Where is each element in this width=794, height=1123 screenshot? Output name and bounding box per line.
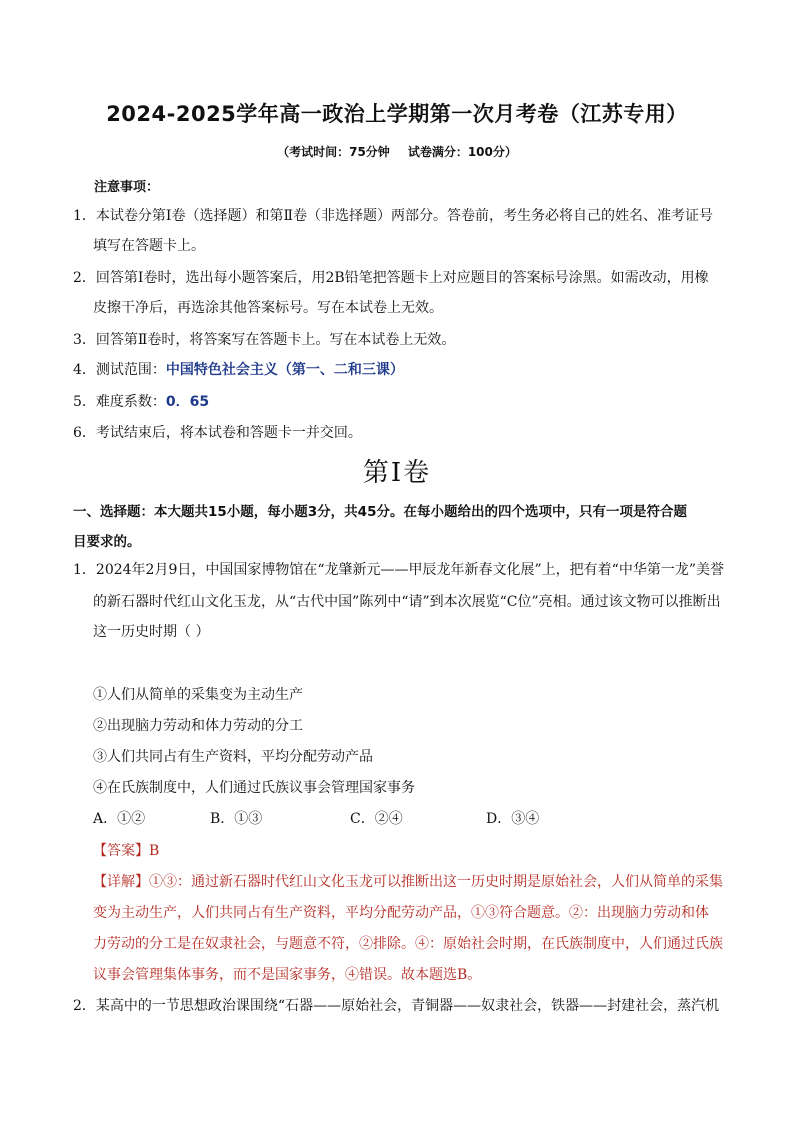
notice-number: 1． xyxy=(73,208,96,224)
notice-4 xyxy=(73,360,404,380)
question-number: 2． xyxy=(73,998,96,1014)
detail-tag: 【详解】 xyxy=(93,874,149,890)
notice-6 xyxy=(73,423,362,443)
question-1-stem xyxy=(73,560,724,580)
question-1-stem-cont: 这一历史时期（ ） xyxy=(93,624,210,640)
notice-text: 考试结束后，将本试卷和答题卡一并交回。 xyxy=(95,425,362,441)
answer-value: B xyxy=(149,843,160,859)
question-1-stem-cont: 的新石器时代红山文化玉龙，从“古代中国”陈列中“请”到本次展览“C位”亮相。通过该文物可以推断出 xyxy=(93,594,721,610)
question-text: 某高中的一节思想政治课围绕“石器——原始社会，青铜器——奴隶社会，铁器——封建社会，蒸汽机 xyxy=(95,998,720,1014)
notice-label: 测试范围： xyxy=(95,362,166,378)
page-title: 2024-2025学年高一政治上学期第一次月考卷（江苏专用） xyxy=(106,102,688,126)
notice-number: 3． xyxy=(73,332,96,348)
notice-1-cont: 填写在答题卡上。 xyxy=(93,238,205,254)
detail-cont: 变为主动生产，人们共同占有生产资料，平均分配劳动产品，①③符合题意。②：出现脑力劳动和体 xyxy=(93,905,709,921)
option-c: C．②④ xyxy=(350,811,403,827)
exam-score: 试卷满分：100分） xyxy=(407,145,517,159)
notice-text: 本试卷分第Ⅰ卷（选择题）和第Ⅱ卷（非选择题）两部分。答卷前，考生务必将自己的姓名、准考证号 xyxy=(95,208,713,224)
notice-2-cont: 皮擦干净后，再选涂其他答案标号。写在本试卷上无效。 xyxy=(93,300,443,316)
notice-2 xyxy=(73,268,709,288)
exam-time: （考试时间：75分钟 xyxy=(277,145,390,159)
section-heading-cont: 目要求的。 xyxy=(73,534,141,550)
test-scope: 中国特色社会主义（第一、二和三课） xyxy=(165,362,404,378)
notice-heading: 注意事项： xyxy=(94,180,160,195)
notice-label: 难度系数： xyxy=(95,394,166,410)
notice-1 xyxy=(73,206,713,226)
detail-cont: 议事会管理集体事务，而不是国家事务，④错误。故本题选B。 xyxy=(93,967,482,983)
notice-text: 回答第Ⅰ卷时，选出每小题答案后，用2B铅笔把答题卡上对应题目的答案标号涂黑。如需改动，用橡 xyxy=(95,270,709,286)
notice-3 xyxy=(73,330,455,350)
answer-tag: 【答案】 xyxy=(93,843,149,859)
notice-5 xyxy=(73,392,209,412)
notice-number: 4． xyxy=(73,362,96,378)
question-2-stem xyxy=(73,996,719,1016)
question-number: 1． xyxy=(73,562,96,578)
exam-info xyxy=(0,143,794,160)
question-text: 2024年2月9日，中国国家博物馆在“龙肇新元——甲辰龙年新春文化展”上，把有着“中华第一龙”美誉 xyxy=(95,562,724,578)
option-b: B．①③ xyxy=(210,811,263,827)
option-a: A．①② xyxy=(93,811,146,827)
difficulty-value: 0．65 xyxy=(165,394,210,410)
detail-text: ①③：通过新石器时代红山文化玉龙可以推断出这一历史时期是原始社会，人们从简单的采集 xyxy=(149,874,723,890)
notice-number: 2． xyxy=(73,270,96,286)
volume-title: 第Ⅰ卷 xyxy=(362,458,432,488)
answer-line xyxy=(93,841,159,861)
notice-text: 回答第Ⅱ卷时，将答案写在答题卡上。写在本试卷上无效。 xyxy=(95,332,456,348)
detail-cont: 力劳动的分工是在奴隶社会，与题意不符，②排除。④：原始社会时期，在氏族制度中，人们通过氏族 xyxy=(93,936,723,952)
detail-line xyxy=(93,872,723,892)
section-heading: 一、选择题：本大题共15小题，每小题3分，共45分。在每小题给出的四个选项中，只有一项是符合题 xyxy=(73,504,687,520)
notice-number: 6． xyxy=(73,425,96,441)
statement-item: ①人们从简单的采集变为主动生产 xyxy=(93,687,303,703)
statement-item: ④在氏族制度中，人们通过氏族议事会管理国家事务 xyxy=(93,780,415,796)
option-d: D．③④ xyxy=(486,811,540,827)
statement-item: ③人们共同占有生产资料，平均分配劳动产品 xyxy=(93,749,373,765)
statement-item: ②出现脑力劳动和体力劳动的分工 xyxy=(93,718,303,734)
notice-number: 5． xyxy=(73,394,96,410)
